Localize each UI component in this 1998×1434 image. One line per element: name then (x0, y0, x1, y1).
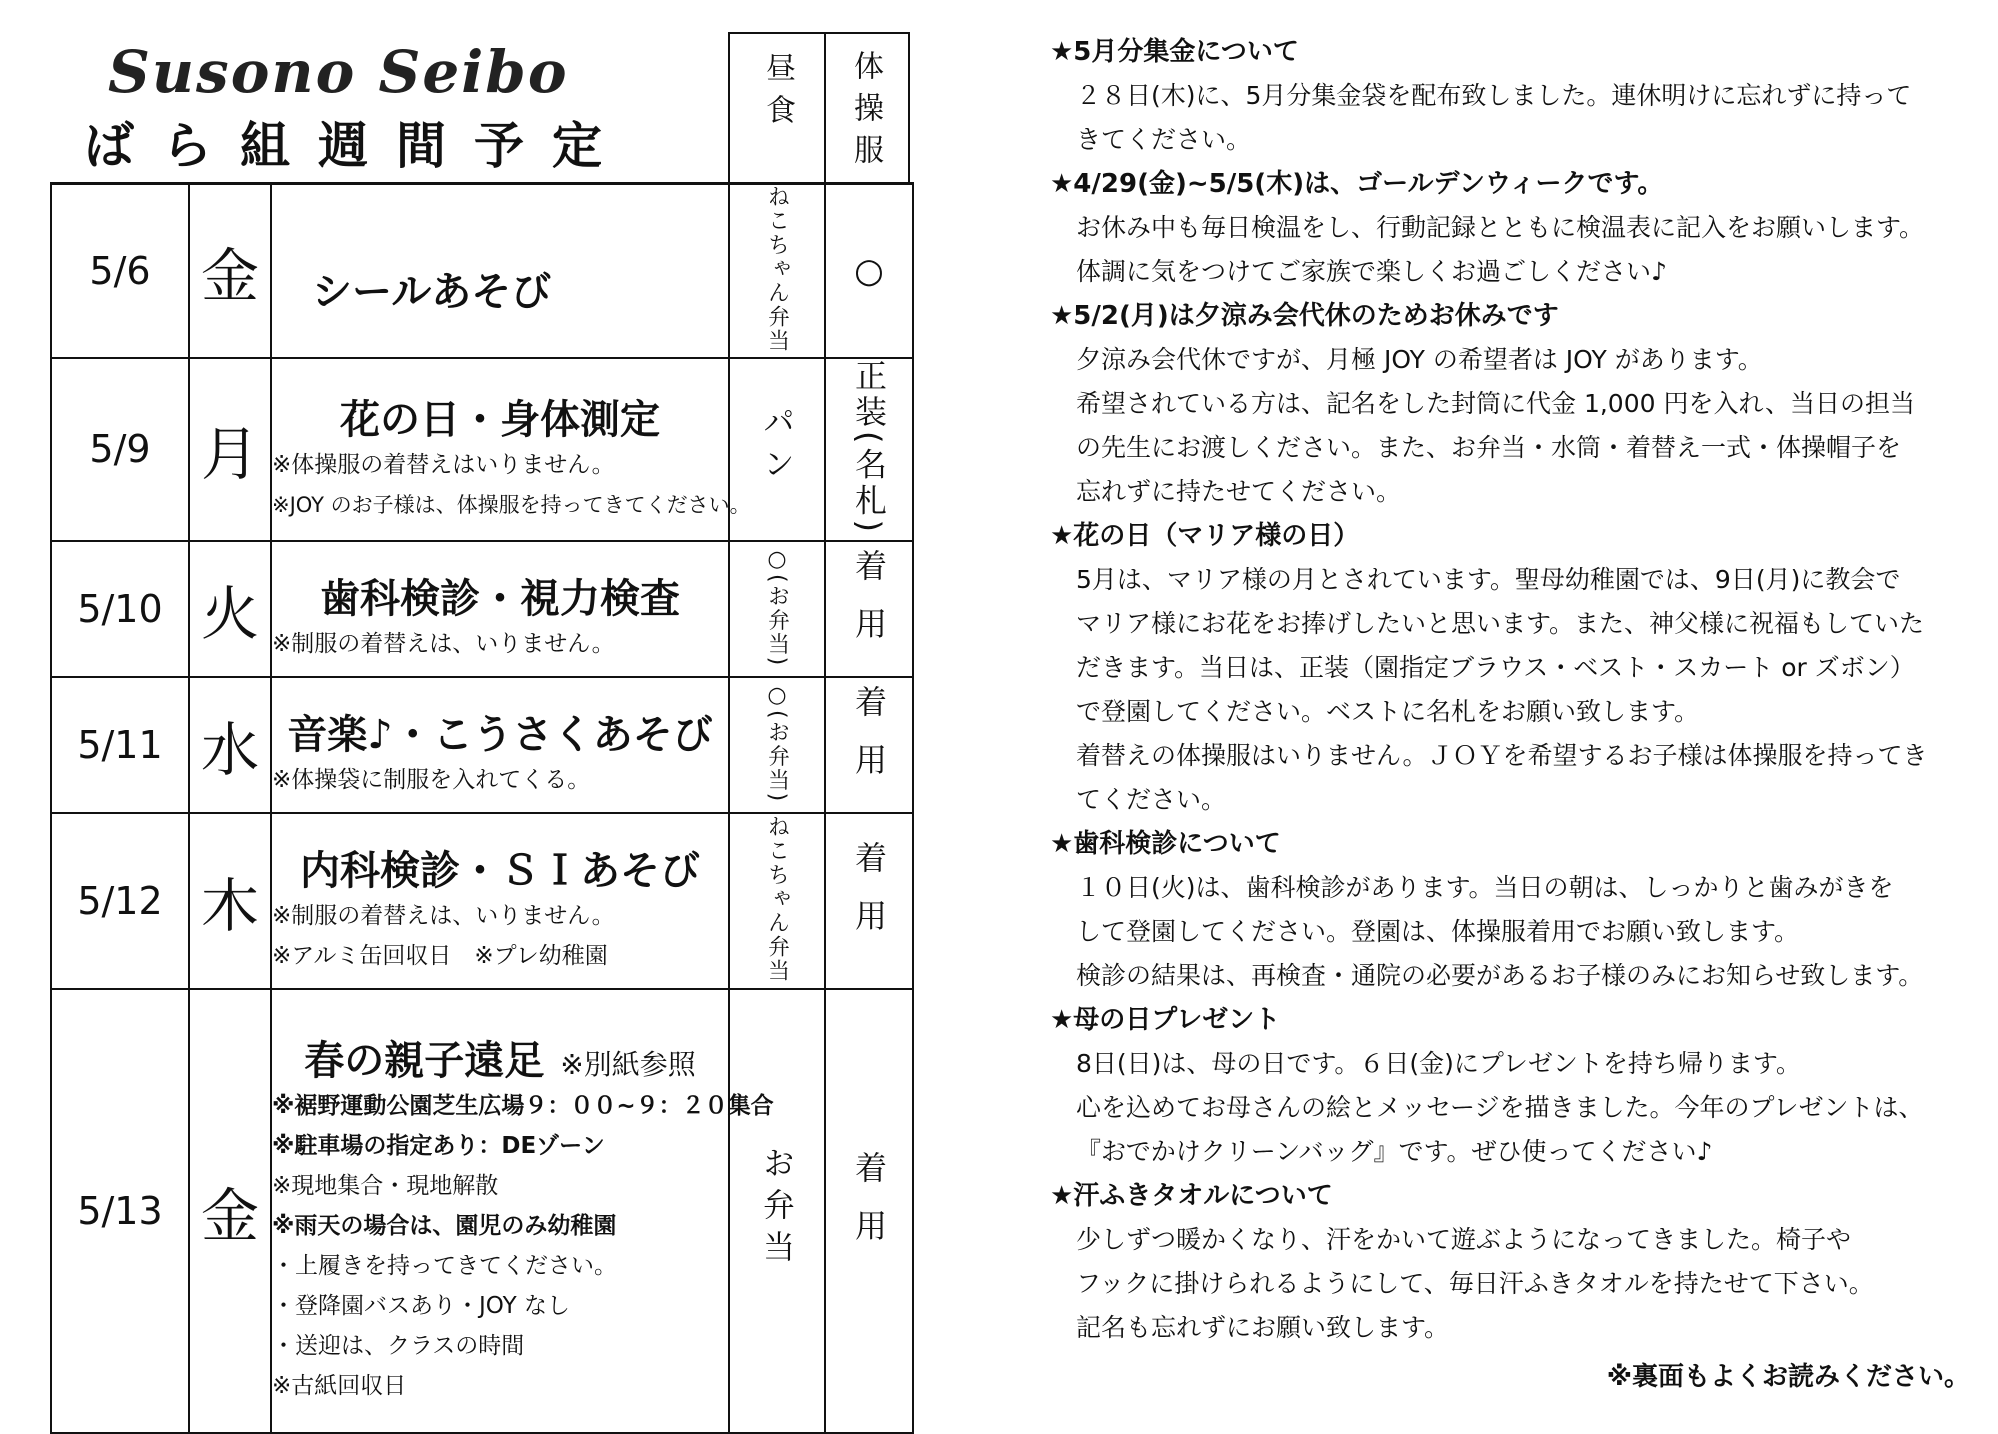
schedule-row (51, 358, 913, 541)
notice-line: 忘れずに持たせてください。 (1076, 477, 1402, 506)
notice-heading: ★母の日プレゼント (1050, 1005, 1281, 1035)
schedule-weekday: 火 (189, 541, 271, 677)
notice-line: 5月は、マリア様の月とされています。聖母幼稚園では、9日(月)に教会で (1076, 565, 1901, 594)
event-note: ・上履きを持ってきてください。 (272, 1253, 617, 1280)
logo-text: Susono Seibo (108, 38, 569, 106)
notice-line: 心を込めてお母さんの絵とメッセージを描きました。今年のプレゼントは、 (1076, 1093, 1924, 1122)
event-title: 花の日・身体測定 (340, 396, 660, 443)
pe-uniform-cell: 着用 (825, 677, 913, 813)
notice-line: だきます。当日は、正装（園指定ブラウス・ベスト・スカート or ズボン） (1076, 653, 1915, 682)
event-note: ・送迎は、クラスの時間 (272, 1333, 525, 1360)
schedule-date: 5/12 (51, 813, 189, 989)
notice-line: 8日(日)は、母の日です。６日(金)にプレゼントを持ち帰ります。 (1076, 1049, 1801, 1078)
schedule-panel (0, 0, 920, 1414)
event-title: 内科検診・ＳＩあそび (300, 848, 700, 895)
schedule-event (271, 184, 729, 359)
notice-line: きてください。 (1076, 125, 1252, 154)
schedule-event (271, 677, 729, 813)
lunch-cell: ねこちゃん弁当 (729, 813, 825, 989)
notice-line: ２８日(木)に、5月分集金袋を配布致しました。連休明けに忘れずに持って (1076, 81, 1912, 110)
lunch-cell: ねこちゃん弁当 (729, 184, 825, 359)
lunch-cell: ○(お弁当) (729, 541, 825, 677)
pe-uniform-cell: ○ (825, 184, 913, 359)
page-title: ばら組週間予定 (84, 117, 630, 175)
notice-item (1050, 998, 1970, 1174)
event-title: シールあそび (312, 268, 552, 315)
notice-heading: ★花の日（マリア様の日） (1050, 521, 1360, 551)
pe-uniform-column-header: 体操服 (822, 32, 910, 184)
pe-uniform-cell: 着用 (825, 813, 913, 989)
pe-uniform-cell: 着用 (825, 989, 913, 1433)
schedule-weekday: 金 (189, 989, 271, 1433)
notice-heading: ★5/2(月)は夕涼み会代休のためお休みです (1050, 301, 1559, 331)
schedule-row (51, 989, 913, 1433)
notice-heading: ★5月分集金について (1050, 37, 1299, 67)
notice-heading: ★汗ふきタオルについて (1050, 1181, 1333, 1211)
event-note: ※アルミ缶回収日 ※プレ幼稚園 (272, 943, 608, 970)
notice-item (1050, 514, 1970, 822)
schedule-event (271, 989, 774, 1433)
notice-line: で登園してください。ベストに名札をお願い致します。 (1076, 697, 1700, 726)
lunch-column-header: 昼食 (728, 32, 826, 184)
schedule-event (271, 541, 729, 677)
event-note: ※体操袋に制服を入れてくる。 (272, 767, 591, 794)
schedule-row (51, 813, 913, 989)
event-note: ※雨天の場合は、園児のみ幼稚園 (272, 1213, 617, 1240)
schedule-weekday: 月 (189, 358, 271, 541)
notice-heading: ★歯科検診について (1050, 829, 1281, 859)
event-note: ※古紙回収日 (272, 1373, 407, 1400)
schedule-date: 5/6 (51, 184, 189, 359)
pe-uniform-cell: 正装(名札) (825, 358, 913, 541)
notice-line: 体調に気をつけてご家族で楽しくお過ごしください♪ (1076, 257, 1667, 286)
notices-panel (1050, 30, 1970, 1350)
event-title: 音楽♪・こうさくあそび (287, 712, 713, 759)
schedule-date: 5/9 (51, 358, 189, 541)
event-note: ※現地集合・現地解散 (272, 1173, 499, 1200)
notice-line: お休み中も毎日検温をし、行動記録とともに検温表に記入をお願いします。 (1076, 213, 1925, 242)
event-note: ※体操服の着替えはいりません。 (272, 451, 615, 478)
schedule-table (50, 182, 914, 1434)
notice-line: の先生にお渡しください。また、お弁当・水筒・着替え一式・体操帽子を (1076, 433, 1902, 462)
notice-line: 少しずつ暖かくなり、汗をかいて遊ぶようになってきました。椅子や (1076, 1225, 1852, 1254)
event-note: ※駐車場の指定あり：DEゾーン (272, 1133, 605, 1160)
schedule-weekday: 木 (189, 813, 271, 989)
notice-heading: ★4/29(金)~5/5(木)は、ゴールデンウィークです。 (1050, 169, 1664, 199)
notice-line: １０日(火)は、歯科検診があります。当日の朝は、しっかりと歯みがきを (1076, 873, 1894, 902)
event-reference: ※別紙参照 (560, 1048, 696, 1082)
schedule-date: 5/13 (51, 989, 189, 1433)
notice-line: して登園してください。登園は、体操服着用でお願い致します。 (1076, 917, 1800, 946)
schedule-event (271, 813, 729, 989)
event-title: 歯科検診・視力検査 (320, 576, 680, 623)
schedule-row (51, 677, 913, 813)
event-note: ・登降園バスあり・JOY なし (272, 1293, 570, 1320)
notice-line: てください。 (1076, 785, 1227, 814)
notice-line: 着替えの体操服はいりません。ＪＯＹを希望するお子様は体操服を持ってき (1076, 741, 1928, 770)
event-note: ※制服の着替えは、いりません。 (272, 903, 615, 930)
notice-line: 記名も忘れずにお願い致します。 (1076, 1313, 1450, 1342)
schedule-row (51, 184, 913, 359)
notice-item (1050, 822, 1970, 998)
notice-line: マリア様にお花をお捧げしたいと思います。また、神父様に祝福もしていた (1076, 609, 1925, 638)
schedule-event (271, 358, 751, 541)
logo (108, 34, 668, 114)
event-note: ※裾野運動公園芝生広場９：００~９：２０集合 (272, 1093, 774, 1120)
schedule-weekday: 水 (189, 677, 271, 813)
closing-note: ※裏面もよくお読みください。 (1606, 1362, 1970, 1392)
notice-line: 『おでかけクリーンバッグ』です。ぜひ使ってください♪ (1076, 1137, 1713, 1166)
notice-item (1050, 162, 1970, 294)
lunch-cell: パン (729, 358, 825, 541)
pe-uniform-cell: 着用 (825, 541, 913, 677)
notice-item (1050, 30, 1970, 162)
event-title: 春の親子遠足 ※別紙参照 (304, 1038, 696, 1085)
notice-line: フックに掛けられるようにして、毎日汗ふきタオルを持たせて下さい。 (1076, 1269, 1874, 1298)
event-note: ※JOY のお子様は、体操服を持ってきてください。 (272, 492, 751, 517)
event-note: ※制服の着替えは、いりません。 (272, 631, 615, 658)
notice-line: 希望されている方は、記名をした封筒に代金 1,000 円を入れ、当日の担当 (1076, 389, 1915, 418)
schedule-row (51, 541, 913, 677)
lunch-cell: ○(お弁当) (729, 677, 825, 813)
notice-item (1050, 294, 1970, 514)
notice-line: 検診の結果は、再検査・通院の必要があるお子様のみにお知らせ致します。 (1076, 961, 1924, 990)
schedule-date: 5/11 (51, 677, 189, 813)
lunch-cell: お弁当 (729, 989, 825, 1433)
schedule-weekday: 金 (189, 184, 271, 359)
notice-line: 夕涼み会代休ですが、月極 JOY の希望者は JOY があります。 (1076, 345, 1763, 374)
notice-item (1050, 1174, 1970, 1350)
schedule-date: 5/10 (51, 541, 189, 677)
